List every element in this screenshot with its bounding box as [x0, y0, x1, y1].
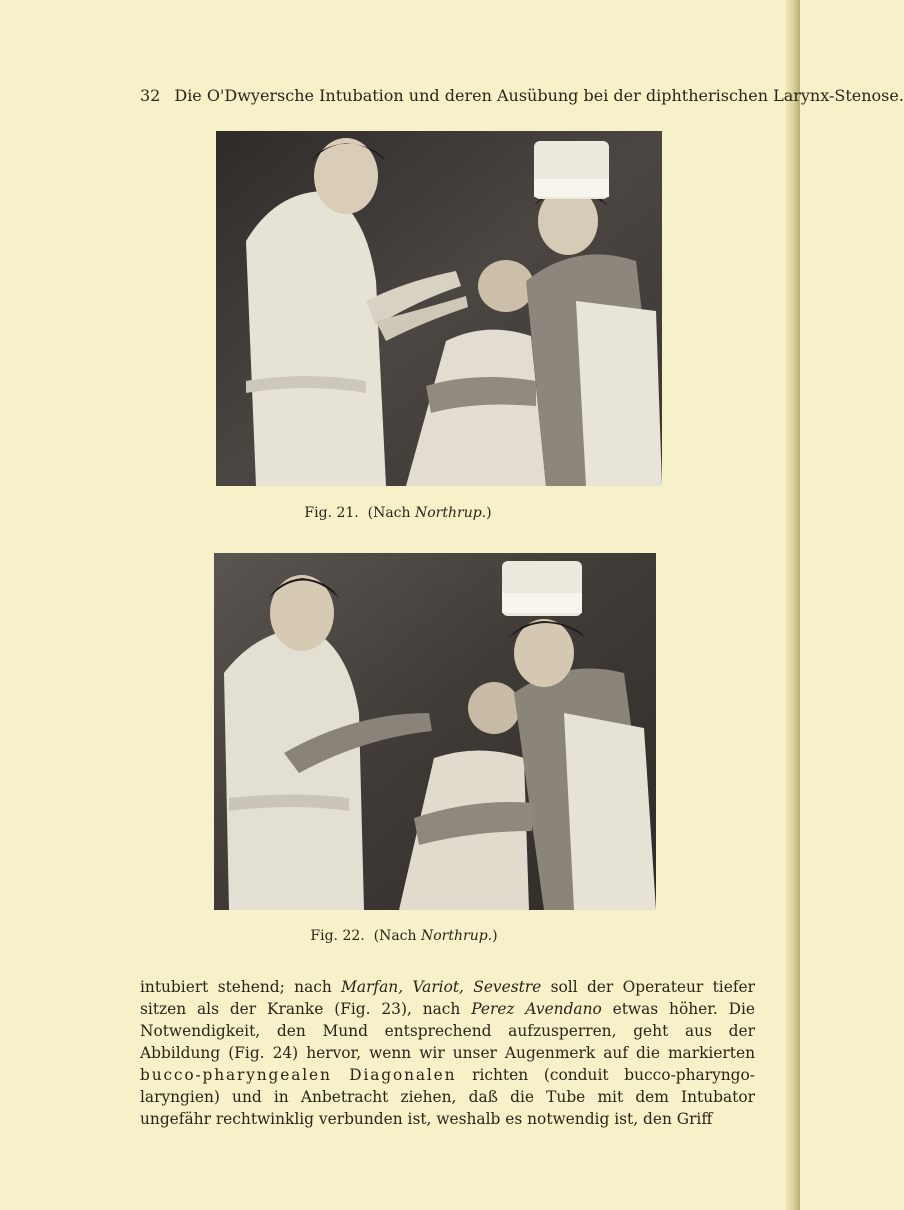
figure-22-photo	[214, 553, 656, 910]
emphasized-term: bucco-pharyngealen Diagonalen	[140, 1066, 457, 1084]
intubation-scene-illustration	[214, 553, 656, 910]
figure-21-photo	[216, 131, 662, 486]
figure-21-caption	[0, 505, 798, 521]
running-title: Die O'Dwyersche Intubation und deren Ausübung bei der diphtherischen Larynx-Stenose.	[174, 86, 904, 105]
caption-author: Northrup.	[415, 505, 487, 521]
figure-22-caption	[4, 928, 804, 944]
caption-author: Northrup.	[421, 928, 493, 944]
running-header	[140, 86, 904, 105]
page-edge-shadow	[786, 0, 800, 1210]
caption-source-close: )	[486, 505, 492, 521]
figure-label: Fig. 21.	[304, 505, 359, 521]
text-run: soll der Operateur tiefer sitzen als der Kranke (Fig. 23), nach	[140, 978, 755, 1018]
text-run: etwas höher. Die Notwendigkeit, den Mund entsprechend aufzusperren, geht aus der Abbildung (Fig. 24) hervor, wenn wir unser Augenmerk auf die markierten	[140, 1000, 755, 1062]
caption-source-open: (Nach	[373, 928, 417, 944]
author-name: Perez Avendano	[471, 1000, 602, 1018]
caption-source-open: (Nach	[367, 505, 411, 521]
page-number: 32	[140, 86, 161, 105]
author-names: Marfan, Variot, Sevestre	[341, 978, 542, 996]
text-run: richten (conduit bucco-pharyngo-laryngien) und in Anbetracht ziehen, daß die Tube mit dem Intubator ungefähr rechtwinklig verbunden ist, weshalb es notwendig ist, den Griff	[140, 1066, 755, 1128]
intubation-scene-illustration	[216, 131, 662, 486]
caption-source-close: )	[492, 928, 498, 944]
body-paragraph	[140, 976, 755, 1130]
figure-label: Fig. 22.	[310, 928, 365, 944]
text-run: intubiert stehend; nach	[140, 978, 342, 996]
